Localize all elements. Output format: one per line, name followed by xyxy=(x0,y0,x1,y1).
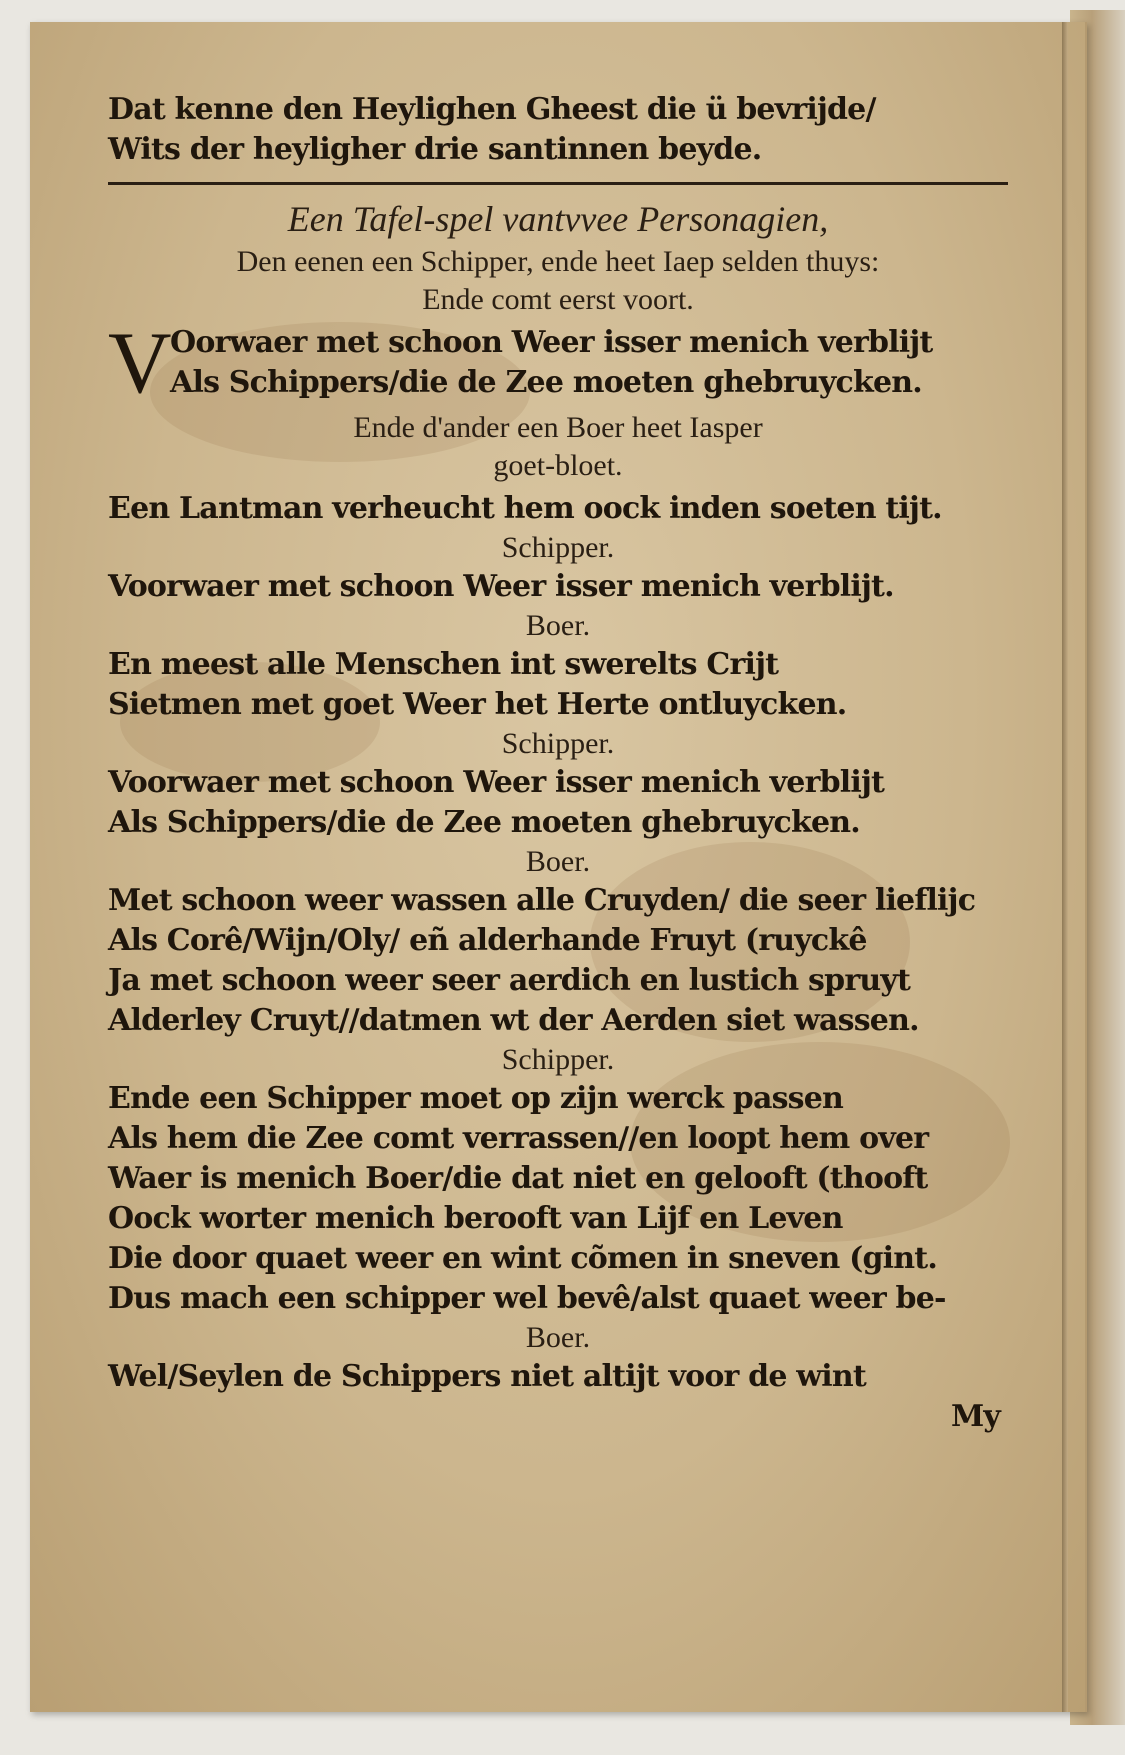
speaker-label: Schipper. xyxy=(501,531,615,564)
text-line: Met schoon weer wassen alle Cruyden/ die seer lieflijc xyxy=(108,883,976,918)
text-line: Sietmen met goet Weer het Herte ontluycken. xyxy=(108,687,847,722)
text-line: Wits der heyligher drie santinnen beyde. xyxy=(108,132,762,167)
speaker-label: Boer. xyxy=(525,1321,591,1354)
text-line: Voorwaer met schoon Weer isser menich verblijt. xyxy=(108,569,894,604)
subtitle-line: Den eenen een Schipper, ende heet Iaep selden thuys: xyxy=(236,245,880,278)
text-line: Alderley Cruyt//datmen wt der Aerden siet wassen. xyxy=(108,1003,919,1038)
text-line: Ja met schoon weer seer aerdich en lustich spruyt xyxy=(108,963,911,998)
text-line: Oock worter menich berooft van Lijf en Leven xyxy=(108,1201,843,1236)
intro-line: goet-bloet. xyxy=(493,449,623,482)
intro-line: Ende d'ander een Boer heet Iasper xyxy=(353,411,763,444)
speaker-label: Boer. xyxy=(525,609,591,642)
speaker-label: Schipper. xyxy=(501,727,615,760)
page-gutter xyxy=(1062,22,1068,1712)
text-line: Als hem die Zee comt verrassen//en loopt hem over xyxy=(108,1121,929,1156)
text-line: Wel/Seylen de Schippers niet altijt voor de wint xyxy=(108,1359,866,1394)
text-line: Ende een Schipper moet op zijn werck passen xyxy=(108,1081,844,1116)
divider-rule xyxy=(108,182,1008,185)
drop-cap: V xyxy=(108,315,172,412)
text-line: En meest alle Menschen int swerelts Crijt xyxy=(108,647,779,682)
catchword: My xyxy=(950,1399,1000,1434)
text-line: Waer is menich Boer/die dat niet en gelooft (thooft xyxy=(108,1161,928,1196)
text-line: Die door quaet weer en wint cõmen in sneven (gint. xyxy=(108,1241,937,1276)
opening-block xyxy=(108,315,1008,412)
text-line: Als Schippers/die de Zee moeten ghebruycken. xyxy=(170,365,922,400)
text-line: Een Lantman verheucht hem oock inden soeten tijt. xyxy=(108,491,942,526)
text-line: Als Corê/Wijn/Oly/ eñ alderhande Fruyt (ruyckê xyxy=(108,923,867,958)
text-line: Dat kenne den Heylighen Gheest die ü bevrijde/ xyxy=(108,92,876,127)
text-line: Dus mach een schipper wel bevê/alst quaet weer be- xyxy=(108,1281,946,1316)
page-text xyxy=(108,90,1008,1437)
text-line: Voorwaer met schoon Weer isser menich verblijt xyxy=(108,765,885,800)
speaker-label: Boer. xyxy=(525,845,591,878)
text-line: Als Schippers/die de Zee moeten ghebruycken. xyxy=(108,805,860,840)
text-line: Oorwaer met schoon Weer isser menich verblijt xyxy=(170,325,933,360)
speaker-label: Schipper. xyxy=(501,1043,615,1076)
subtitle-line: Ende comt eerst voort. xyxy=(422,283,694,316)
play-title: Een Tafel-spel vantvvee Personagien, xyxy=(287,199,829,239)
